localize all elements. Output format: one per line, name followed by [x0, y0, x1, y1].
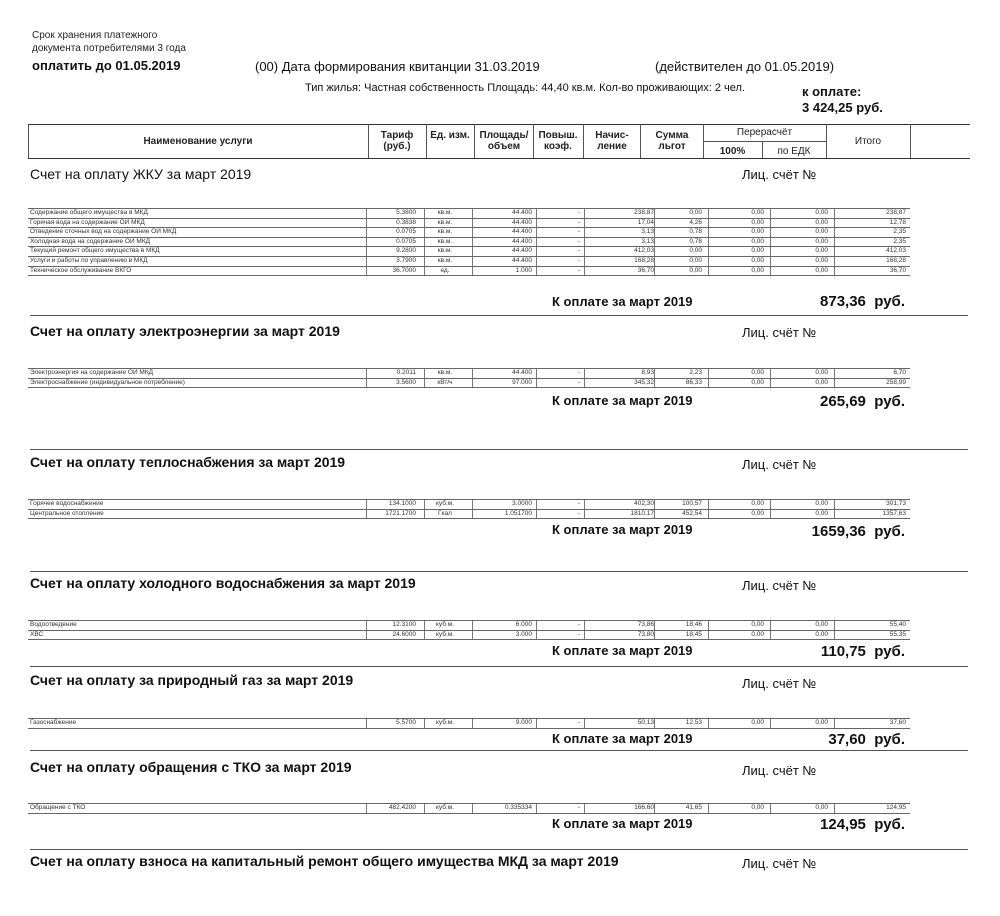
cell-tariff: 9.2800: [396, 247, 416, 255]
cell-benefits: 18,46: [685, 621, 702, 628]
table-row: [28, 499, 910, 510]
col-unit-header: Ед. изм.: [430, 130, 470, 141]
cell-recalc-edk: 0,00: [815, 500, 828, 507]
cell-total: 168,28: [886, 256, 906, 264]
cell-recalc-100: 0,00: [751, 378, 764, 386]
cell-recalc-100: 0,00: [751, 237, 764, 245]
cell-unit: Гкал: [438, 509, 452, 517]
cell-coef: -: [577, 247, 580, 255]
cell-volume: 3.000: [515, 630, 532, 638]
cell-service-name: Текущий ремонт общего имущества в МКД: [30, 247, 160, 255]
section-rows: [28, 718, 910, 729]
cell-tariff: 0.0705: [396, 237, 416, 245]
cell-tariff: 36.7000: [392, 266, 416, 274]
section-amount-electricity: 265,69 руб.: [820, 393, 905, 410]
cell-unit: ед.: [440, 266, 450, 274]
cell-tariff: 0.3838: [396, 218, 416, 226]
cell-tariff: 482.4200: [388, 804, 416, 811]
cell-total: 124,95: [886, 804, 906, 811]
section-title-electricity: Счет на оплату электроэнергии за март 2019: [30, 323, 340, 339]
cell-volume: 44.400: [512, 247, 532, 255]
cell-recalc-edk: 0,00: [815, 719, 828, 726]
section-rows: [28, 803, 910, 814]
cell-recalc-100: 0,00: [751, 719, 764, 726]
storage-note-line2: документа потребителями 3 года: [32, 43, 186, 54]
cell-total: 238,87: [886, 209, 906, 216]
table-row: [28, 510, 910, 520]
cell-accrual: 168,28: [634, 256, 654, 264]
cell-recalc-edk: 0,00: [815, 378, 828, 386]
col-total-header: Итого: [854, 136, 882, 147]
table-header-top-rule: [28, 124, 970, 125]
cell-volume: 1.051700: [504, 509, 532, 517]
cell-recalc-100: 0,00: [751, 218, 764, 226]
cell-service-name: Холодная вода на содержание ОИ МКД: [30, 237, 151, 245]
cell-recalc-edk: 0,00: [815, 630, 828, 638]
pay-label: К оплате за март 2019: [552, 643, 693, 658]
cell-recalc-100: 0,00: [751, 500, 764, 507]
account-label: Лиц. счёт №: [742, 856, 817, 871]
cell-total: 301,73: [886, 500, 906, 507]
cell-benefits: 18,45: [685, 630, 702, 638]
cell-tariff: 3.5600: [396, 378, 416, 386]
cell-total: 6,70: [893, 369, 906, 376]
cell-tariff: 0.2011: [396, 369, 416, 376]
cell-benefits: 2,23: [689, 369, 702, 376]
table-row: [28, 238, 910, 248]
cell-total: 2,35: [893, 228, 906, 236]
cell-accrual: 36,70: [637, 266, 654, 274]
valid-until: (действителен до 01.05.2019): [655, 59, 835, 74]
cell-benefits: 0,00: [689, 256, 702, 264]
cell-recalc-edk: 0,00: [815, 621, 828, 628]
account-label: Лиц. счёт №: [742, 325, 817, 340]
section-title-gas: Счет на оплату за природный газ за март 2019: [30, 672, 354, 688]
cell-unit: куб.м.: [435, 804, 455, 811]
cell-volume: 97.000: [512, 378, 532, 386]
section-title-heating: Счет на оплату теплоснабжения за март 2019: [30, 454, 346, 470]
col-accrual-header: Начис- ление: [595, 130, 629, 152]
section-rows: [28, 208, 910, 276]
cell-total: 412,03: [886, 247, 906, 255]
pay-label: К оплате за март 2019: [552, 816, 693, 831]
cell-benefits: 0,78: [689, 237, 702, 245]
cell-unit: кв.м.: [437, 247, 453, 255]
table-row: [28, 208, 910, 219]
cell-coef: -: [577, 228, 580, 236]
cell-volume: 9.000: [515, 719, 532, 726]
section-title-waste: Счет на оплату обращения с ТКО за март 2019: [30, 759, 352, 775]
cell-accrual: 50,13: [637, 719, 654, 726]
cell-accrual: 73,80: [637, 630, 654, 638]
col-benefits-header: Сумма льгот: [655, 130, 689, 152]
table-row: [28, 368, 910, 379]
table-row: [28, 379, 910, 389]
cell-benefits: 86,33: [685, 378, 702, 386]
cell-recalc-100: 0,00: [751, 621, 764, 628]
housing-info: Тип жилья: Частная собственность Площадь: 44,40 кв.м. Кол-во проживающих: 2 чел.: [305, 82, 746, 94]
cell-unit: куб.м.: [435, 630, 455, 638]
cell-total: 37,60: [889, 719, 906, 726]
cell-accrual: 3,13: [641, 228, 654, 236]
cell-recalc-100: 0,00: [751, 266, 764, 274]
formation-date: (00) Дата формирования квитанции 31.03.2019: [255, 59, 540, 74]
cell-total: 55,35: [889, 630, 906, 638]
cell-recalc-100: 0,00: [751, 630, 764, 638]
cell-unit: кв.м.: [437, 209, 453, 216]
cell-unit: кВт/ч: [437, 378, 453, 386]
cell-volume: 1.000: [515, 266, 532, 274]
cell-total: 1357,63: [882, 509, 906, 517]
cell-recalc-100: 0,00: [751, 369, 764, 376]
section-amount-gas: 37,60 руб.: [828, 731, 905, 748]
cell-service-name: Обращение с ТКО: [30, 804, 86, 811]
section-rows: [28, 620, 910, 640]
cell-unit: куб.м.: [435, 500, 455, 507]
cell-benefits: 41,65: [685, 804, 702, 811]
cell-recalc-edk: 0,00: [815, 509, 828, 517]
cell-unit: куб.м.: [435, 621, 455, 628]
cell-coef: -: [577, 630, 580, 638]
cell-total: 36,70: [889, 266, 906, 274]
cell-benefits: 12,53: [685, 719, 702, 726]
to-pay-label: к оплате:: [802, 84, 862, 99]
cell-accrual: 1810,17: [630, 509, 654, 517]
cell-total: 12,78: [889, 218, 906, 226]
pay-label: К оплате за март 2019: [552, 731, 693, 746]
cell-unit: куб.м.: [435, 719, 455, 726]
cell-service-name: Электроэнергия на содержание ОИ МКД: [30, 369, 154, 376]
col-name-header: Наименование услуги: [143, 136, 253, 147]
section-title-cold-water: Счет на оплату холодного водоснабжения за март 2019: [30, 575, 416, 591]
cell-accrual: 166,60: [634, 804, 654, 811]
cell-service-name: Отведение сточных вод на содержание ОИ МКД: [30, 228, 177, 236]
cell-coef: -: [577, 719, 580, 726]
cell-total: 2,35: [893, 237, 906, 245]
cell-service-name: ХВС: [30, 630, 44, 638]
cell-volume: 44.400: [512, 209, 532, 216]
cell-recalc-100: 0,00: [751, 247, 764, 255]
cell-service-name: Содержание общего имущества в МКД: [30, 209, 148, 216]
cell-recalc-100: 0,00: [751, 804, 764, 811]
cell-coef: -: [577, 509, 580, 517]
section-rows: [28, 368, 910, 388]
cell-recalc-edk: 0,00: [815, 209, 828, 216]
cell-service-name: Техническое обслуживание ВКГО: [30, 266, 132, 274]
cell-coef: -: [577, 621, 580, 628]
cell-accrual: 345,32: [634, 378, 654, 386]
cell-recalc-edk: 0,00: [815, 247, 828, 255]
cell-recalc-edk: 0,00: [815, 218, 828, 226]
cell-recalc-edk: 0,00: [815, 256, 828, 264]
pay-until: оплатить до 01.05.2019: [32, 58, 181, 73]
cell-recalc-edk: 0,00: [815, 266, 828, 274]
cell-unit: кв.м.: [437, 256, 453, 264]
col-tariff-header: Тариф (руб.): [380, 130, 414, 152]
table-row: [28, 219, 910, 229]
table-header-bottom-rule: [28, 158, 970, 159]
cell-coef: -: [577, 218, 580, 226]
cell-recalc-edk: 0,00: [815, 237, 828, 245]
pay-label: К оплате за март 2019: [552, 294, 693, 309]
col-recalc-100-header: 100%: [719, 146, 746, 157]
table-row: [28, 257, 910, 267]
pay-label: К оплате за март 2019: [552, 393, 693, 408]
account-label: Лиц. счёт №: [742, 457, 817, 472]
cell-tariff: 5.5700: [396, 719, 416, 726]
cell-service-name: Горячая вода на содержание ОИ МКД: [30, 218, 145, 226]
account-label: Лиц. счёт №: [742, 167, 817, 182]
cell-volume: 44.400: [512, 369, 532, 376]
cell-recalc-100: 0,00: [751, 509, 764, 517]
table-row: [28, 228, 910, 238]
to-pay-amount: 3 424,25 руб.: [802, 100, 883, 115]
cell-accrual: 3,13: [641, 237, 654, 245]
cell-volume: 44.400: [512, 237, 532, 245]
cell-benefits: 0,00: [689, 209, 702, 216]
cell-recalc-edk: 0,00: [815, 804, 828, 811]
cell-benefits: 0,78: [689, 228, 702, 236]
section-title-housing: Счет на оплату ЖКУ за март 2019: [30, 166, 252, 182]
cell-accrual: 402,30: [634, 500, 654, 507]
cell-benefits: 0,00: [689, 247, 702, 255]
cell-coef: -: [577, 378, 580, 386]
cell-coef: -: [577, 500, 580, 507]
cell-tariff: 12.3100: [392, 621, 416, 628]
cell-accrual: 73,86: [637, 621, 654, 628]
cell-volume: 3.0000: [512, 500, 532, 507]
col-recalc-edk-header: по ЕДК: [777, 146, 811, 157]
cell-tariff: 134.1000: [388, 500, 416, 507]
section-amount-housing: 873,36 руб.: [820, 293, 905, 310]
table-row: [28, 267, 910, 277]
cell-coef: -: [577, 369, 580, 376]
account-label: Лиц. счёт №: [742, 676, 817, 691]
section-amount-waste: 124,95 руб.: [820, 816, 905, 833]
section-amount-cold-water: 110,75 руб.: [820, 643, 905, 660]
section-rows: [28, 499, 910, 519]
col-coef-header: Повыш. коэф.: [538, 130, 578, 152]
cell-service-name: Водоотведение: [30, 621, 77, 628]
section-amount-heating: 1659,36 руб.: [811, 523, 905, 540]
cell-accrual: 412,03: [634, 247, 654, 255]
cell-recalc-100: 0,00: [751, 209, 764, 216]
cell-coef: -: [577, 256, 580, 264]
cell-unit: кв.м.: [437, 237, 453, 245]
cell-tariff: 24.6000: [392, 630, 416, 638]
cell-service-name: Услуги и работы по управлению в МКД: [30, 256, 148, 264]
account-label: Лиц. счёт №: [742, 763, 817, 778]
section-title-capital-repair: Счет на оплату взноса на капитальный ремонт общего имущества МКД за март 2019: [30, 853, 619, 869]
cell-service-name: Горячее водоснабжение: [30, 500, 104, 507]
storage-note-line1: Срок хранения платежного: [32, 30, 158, 41]
cell-benefits: 452,54: [682, 509, 702, 517]
cell-volume: 44.400: [512, 256, 532, 264]
cell-benefits: 0,00: [689, 266, 702, 274]
table-row: [28, 247, 910, 257]
cell-accrual: 8,93: [641, 369, 654, 376]
cell-tariff: 3.7900: [396, 256, 416, 264]
cell-tariff: 1721.1700: [385, 509, 416, 517]
account-label: Лиц. счёт №: [742, 578, 817, 593]
cell-recalc-edk: 0,00: [815, 369, 828, 376]
cell-coef: -: [577, 209, 580, 216]
col-recalc-header: Перерасчёт: [736, 127, 793, 138]
cell-unit: кв.м.: [437, 218, 453, 226]
table-row: [28, 803, 910, 814]
cell-recalc-100: 0,00: [751, 256, 764, 264]
cell-unit: кв.м.: [437, 228, 453, 236]
cell-volume: 0.335334: [504, 804, 532, 811]
table-row: [28, 718, 910, 729]
cell-benefits: 4,26: [689, 218, 702, 226]
col-volume-header: Площадь/ объем: [479, 130, 529, 152]
table-row: [28, 620, 910, 631]
cell-coef: -: [577, 804, 580, 811]
cell-service-name: Газоснабжение: [30, 719, 77, 726]
cell-volume: 44.400: [512, 228, 532, 236]
cell-total: 258,99: [886, 378, 906, 386]
cell-service-name: Электроснабжение (индивидуальное потребление): [30, 378, 185, 386]
cell-tariff: 0.0705: [396, 228, 416, 236]
cell-benefits: 100,57: [682, 500, 702, 507]
cell-accrual: 238,87: [634, 209, 654, 216]
table-row: [28, 631, 910, 641]
cell-total: 55,40: [889, 621, 906, 628]
cell-tariff: 5.3800: [396, 209, 416, 216]
cell-service-name: Центральное отопление: [30, 509, 104, 517]
cell-coef: -: [577, 266, 580, 274]
cell-unit: кв.м.: [437, 369, 453, 376]
cell-volume: 44.400: [512, 218, 532, 226]
cell-volume: 6.000: [515, 621, 532, 628]
pay-label: К оплате за март 2019: [552, 522, 693, 537]
cell-accrual: 17,04: [637, 218, 654, 226]
cell-coef: -: [577, 237, 580, 245]
cell-recalc-edk: 0,00: [815, 228, 828, 236]
cell-recalc-100: 0,00: [751, 228, 764, 236]
